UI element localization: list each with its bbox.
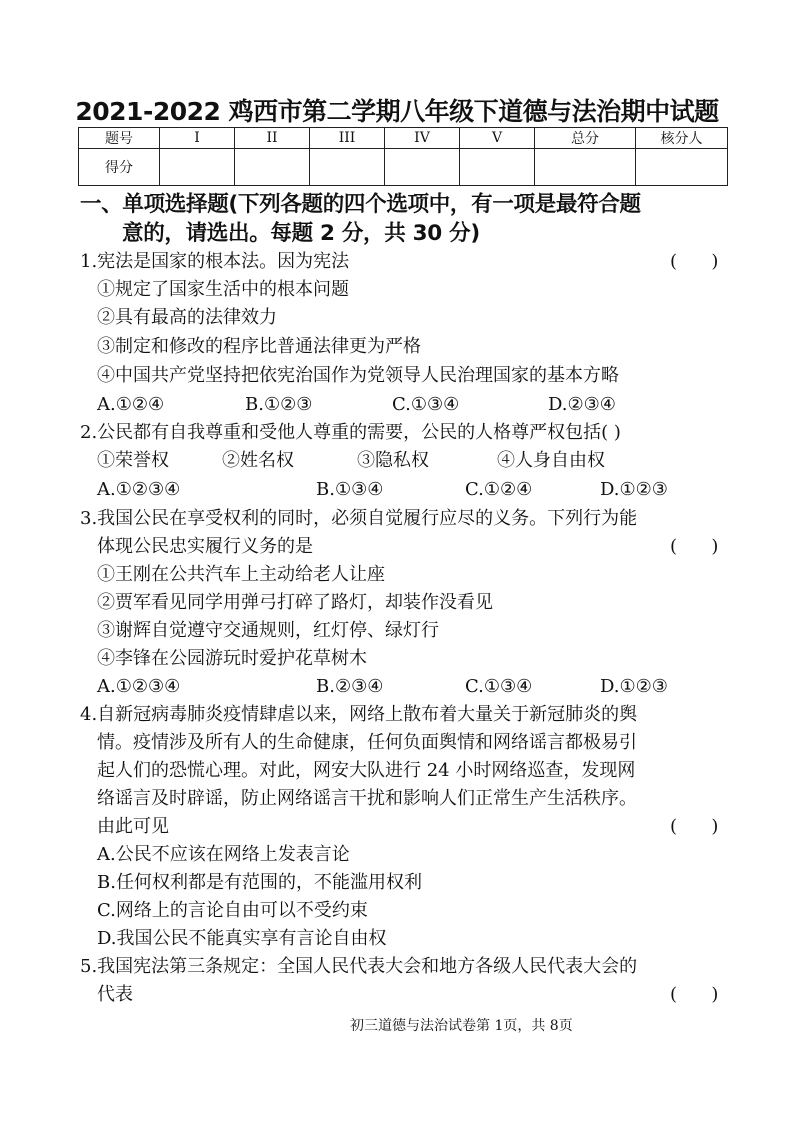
- score-header-cell: III: [310, 128, 385, 149]
- answer-blank[interactable]: ( ): [670, 816, 719, 837]
- score-cell[interactable]: [535, 149, 636, 186]
- question-item: ①规定了国家生活中的根本问题: [97, 279, 349, 300]
- score-header-cell: IV: [385, 128, 460, 149]
- question-3-stem: 3.我国公民在享受权利的同时，必须自觉履行应尽的义务。下列行为能: [80, 508, 638, 529]
- option-b: B.①③④: [316, 479, 384, 500]
- score-header-cell: V: [460, 128, 535, 149]
- question-item: ①荣誉权: [97, 450, 169, 471]
- option-b: B.任何权利都是有范围的，不能滥用权利: [97, 872, 422, 893]
- question-4-stem: 由此可见: [97, 816, 169, 837]
- question-item: ③隐私权: [357, 450, 429, 471]
- score-cell[interactable]: [636, 149, 728, 186]
- option-c: C.网络上的言论自由可以不受约束: [97, 900, 368, 921]
- option-d: D.①②③: [600, 676, 668, 697]
- score-cell[interactable]: [310, 149, 385, 186]
- option-a: A.①②③④: [97, 479, 181, 500]
- question-item: ①王刚在公共汽车上主动给老人让座: [97, 564, 385, 585]
- section-heading-line: 一、单项选择题(下列各题的四个选项中，有一项是最符合题: [80, 192, 641, 217]
- option-c: C.①③④: [392, 394, 460, 415]
- option-b: B.①②③: [245, 394, 313, 415]
- question-4-stem: 起人们的恐慌心理。对此，网安大队进行 24 小时网络巡查，发现网: [97, 760, 636, 781]
- answer-blank[interactable]: ( ): [670, 984, 719, 1005]
- answer-blank[interactable]: ( ): [670, 251, 719, 272]
- score-cell[interactable]: [385, 149, 460, 186]
- question-item: ②贾军看见同学用弹弓打碎了路灯，却装作没看见: [97, 592, 493, 613]
- score-header-cell: 题号: [79, 128, 160, 149]
- section-heading-line: 意的，请选出。每题 2 分，共 30 分): [122, 221, 480, 246]
- score-row-label: 得分: [79, 149, 160, 186]
- score-table: [78, 127, 728, 186]
- score-header-cell: 总分: [535, 128, 636, 149]
- question-5-stem: 代表: [97, 984, 133, 1005]
- question-item: ④中国共产党坚持把依宪治国作为党领导人民治理国家的基本方略: [97, 365, 619, 386]
- option-a: A.公民不应该在网络上发表言论: [97, 844, 350, 865]
- option-c: C.①③④: [465, 676, 533, 697]
- page-footer: 初三道德与法治试卷第 1页，共 8页: [350, 1018, 573, 1034]
- score-cell[interactable]: [160, 149, 235, 186]
- question-item: ②姓名权: [222, 450, 294, 471]
- option-d: D.我国公民不能真实享有言论自由权: [97, 928, 387, 949]
- option-b: B.②③④: [316, 676, 384, 697]
- question-item: ③制定和修改的程序比普通法律更为严格: [97, 336, 421, 357]
- question-item: ④李锋在公园游玩时爱护花草树木: [97, 648, 367, 669]
- question-item: ②具有最高的法律效力: [97, 307, 277, 328]
- option-c: C.①②④: [465, 479, 533, 500]
- score-header-cell: 核分人: [636, 128, 728, 149]
- section-heading: [80, 190, 730, 248]
- option-a: A.①②③④: [97, 676, 181, 697]
- question-item: ④人身自由权: [497, 450, 605, 471]
- question-item: ③谢辉自觉遵守交通规则，红灯停、绿灯行: [97, 620, 439, 641]
- question-3-stem: 体现公民忠实履行义务的是: [97, 536, 313, 557]
- answer-blank[interactable]: ( ): [670, 536, 719, 557]
- score-table-header-row: [79, 128, 728, 149]
- exam-title: 2021-2022 鸡西市第二学期八年级下道德与法治期中试题: [75, 97, 719, 126]
- option-d: D.①②③: [600, 479, 668, 500]
- score-header-cell: I: [160, 128, 235, 149]
- question-1-stem: 1.宪法是国家的根本法。因为宪法: [80, 251, 350, 272]
- option-d: D.②③④: [548, 394, 616, 415]
- score-cell[interactable]: [460, 149, 535, 186]
- question-4-stem: 络谣言及时辟谣，防止网络谣言干扰和影响人们正常生产生活秩序。: [97, 788, 637, 809]
- question-2-stem: 2.公民都有自我尊重和受他人尊重的需要，公民的人格尊严权包括( ): [80, 422, 621, 443]
- score-cell[interactable]: [235, 149, 310, 186]
- question-4-stem: 4.自新冠病毒肺炎疫情肆虐以来，网络上散布着大量关于新冠肺炎的舆: [80, 704, 638, 725]
- score-header-cell: II: [235, 128, 310, 149]
- question-4-stem: 情。疫情涉及所有人的生命健康，任何负面舆情和网络谣言都极易引: [97, 732, 637, 753]
- option-a: A.①②④: [97, 394, 165, 415]
- question-5-stem: 5.我国宪法第三条规定：全国人民代表大会和地方各级人民代表大会的: [80, 956, 638, 977]
- score-table-score-row: [79, 149, 728, 186]
